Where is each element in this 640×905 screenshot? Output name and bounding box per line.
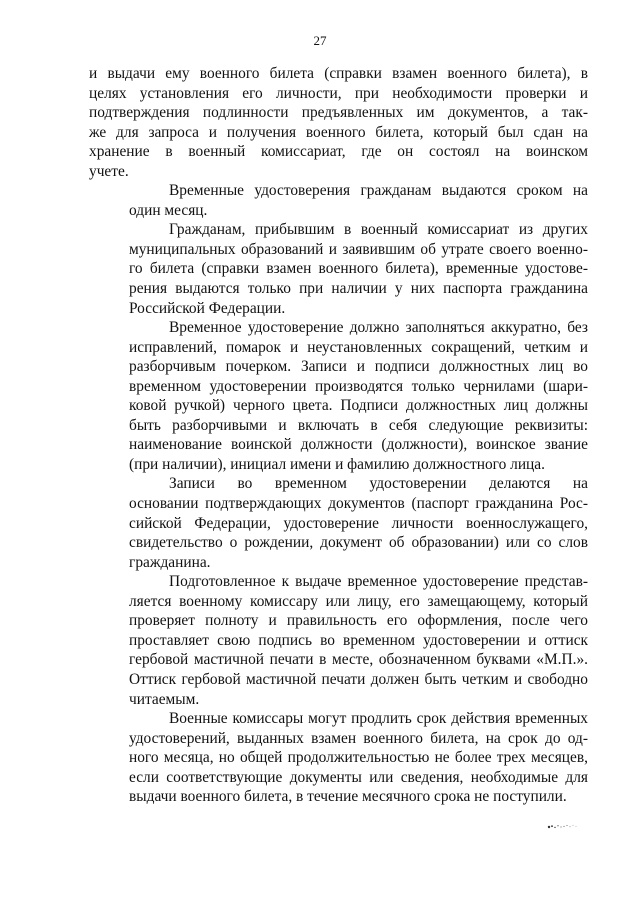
text-line: подтверждения подлинности предъявленных им документов, а так- — [89, 104, 588, 122]
text-line: свидетельство о рождении, документ об образовании) или со слов — [129, 534, 588, 552]
text-line: муниципальных образований и заявившим об утрате своего военно- — [129, 240, 588, 258]
text-line: Временное удостоверение должно заполняться аккуратно, без — [169, 319, 588, 337]
text-line: Оттиск гербовой мастичной печати должен быть четким и свободно — [129, 670, 588, 688]
paragraph — [89, 474, 588, 572]
text-line: Записи во временном удостоверении делаются на — [169, 475, 588, 493]
text-line: гербовой мастичной печати в месте, обозначенном буквами «М.П.». — [129, 651, 588, 669]
page-number: 27 — [313, 33, 327, 48]
text-line: один месяц. — [129, 201, 208, 219]
paragraph — [89, 709, 588, 807]
text-line: Подготовленное к выдаче временное удостоверение представ- — [169, 573, 588, 591]
text-line: ного месяца, но общей продолжительностью не более трех месяцев, — [129, 749, 588, 767]
text-line: временном удостоверении производятся только чернилами (шари- — [129, 377, 588, 395]
scan-artifact-mark — [546, 822, 582, 830]
text-line: (при наличии), инициал имени и фамилию должностного лица. — [129, 455, 545, 473]
text-line: сийской Федерации, удостоверение личности военнослужащего, — [129, 514, 588, 532]
text-line: проставляет свою подпись во временном удостоверении и оттиск — [129, 631, 588, 649]
paragraph — [89, 181, 588, 220]
paragraph — [89, 318, 588, 474]
paragraph — [89, 220, 588, 318]
text-line: учете. — [89, 162, 129, 180]
text-line: гражданина. — [129, 553, 211, 571]
text-line: Временные удостоверения гражданам выдаются сроком на — [169, 182, 588, 200]
text-line: наименование воинской должности (должности), воинское звание — [129, 436, 588, 454]
text-line: целях установления его личности, при необходимости проверки и — [89, 84, 588, 102]
text-line: го билета (справки взамен военного билета), временные удостове- — [129, 260, 588, 278]
text-line: и выдачи ему военного билета (справки взамен военного билета), в — [89, 65, 588, 82]
text-line: же для запроса и получения военного билета, который был сдан на — [89, 123, 588, 141]
text-line: если соответствующие документы или сведения, необходимые для — [129, 768, 588, 786]
text-line: быть разборчивыми и включать в себя следующие реквизиты: — [129, 416, 588, 434]
text-line: удостоверений, выданных взамен военного билета, на срок до од- — [129, 729, 588, 747]
text-line: Военные комиссары могут продлить срок действия временных — [169, 710, 588, 728]
text-line: разборчивым почерком. Записи и подписи должностных лиц во — [129, 358, 588, 376]
text-line: читаемым. — [129, 690, 200, 708]
paragraph — [89, 64, 588, 181]
text-line: хранение в военный комиссариат, где он состоял на воинском — [89, 143, 588, 161]
document-body — [89, 64, 588, 807]
text-line: основании подтверждающих документов (паспорт гражданина Рос- — [129, 495, 588, 513]
text-line: Гражданам, прибывшим в военный комиссариат из других — [169, 221, 588, 239]
text-line: ляется военному комиссару или лицу, его замещающему, который — [129, 592, 588, 610]
paragraph — [89, 572, 588, 709]
text-line: исправлений, помарок и неустановленных сокращений, четким и — [129, 338, 588, 356]
text-line: Российской Федерации. — [129, 299, 286, 317]
text-line: проверяет полноту и правильность его оформления, после чего — [129, 612, 588, 630]
text-line: ковой ручкой) черного цвета. Подписи должностных лиц должны — [129, 397, 588, 415]
text-line: рения выдаются только при наличии у них паспорта гражданина — [129, 280, 588, 298]
text-line: выдачи военного билета, в течение месячного срока не поступили. — [129, 788, 567, 806]
